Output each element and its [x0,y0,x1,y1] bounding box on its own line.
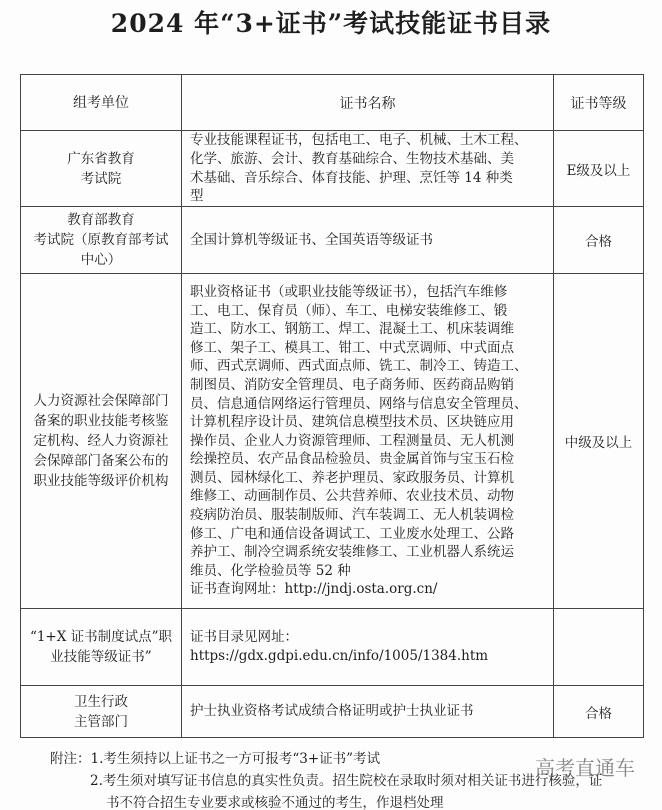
header-unit: 组考单位 [21,75,182,131]
unit-cell [21,609,182,686]
table-row [21,274,644,609]
table-row [21,207,644,274]
watermark: 高考直通车 [535,756,635,780]
cert-name-cell-line: 化学、旅游、会计、教育基础综合、生物技术基础、美 [190,150,514,167]
unit-cell-line: 职业技能等级评价机构 [33,473,169,489]
cert-name-cell-line: 绘操控员、农产品食品检验员、贵金属首饰与宝玉石检 [190,451,514,468]
footnote-2-cont: 书不符合招生专业要求或核验不通过的考生，作退档处理 [106,795,444,810]
cert-name-cell-line: 计算机程序设计员、建筑信息模型技术员、区块链应用 [190,414,514,431]
cert-name-cell-line: 造工、防水工、钢筋工、焊工、混凝土工、机床装调维 [190,321,514,338]
cert-name-cell-line: 养护工、制冷空调系统安装维修工、工业机器人系统运 [190,544,514,561]
header-cert-name: 证书名称 [182,75,554,131]
footnotes [50,748,602,810]
unit-cell-line: 考试院 [80,170,122,187]
cert-level-cell: 合格 [554,207,644,274]
unit-cell-line: 教育部教育 [67,212,135,228]
cert-name-cell-line: 专业技能课程证书，包括电工、电子、机械、土木工程、 [190,132,528,149]
table-header-row [21,75,644,131]
table-row [21,686,644,738]
unit-cell-line: 会保障部门备案公布的 [33,453,169,469]
unit-cell-line: 定机构、经人力资源社 [33,433,169,449]
table-row [21,609,644,686]
cert-level-cell [554,609,644,686]
table-row [21,131,644,207]
cert-name-cell-line: 员、信息通信网络运行管理员、网络与信息安全管理员、 [190,395,528,412]
unit-cell-line: 业技能等级证书” [50,649,152,665]
unit-cell-line: 考试院（原教育部考试 [33,232,169,248]
cert-name-cell-line: 修工、广电和通信设备调试工、工业废水处理工、公路 [190,525,514,542]
cert-name-cell-line: 证书查询网址：http://jndj.osta.org.cn/ [190,581,438,598]
footnote-2: 2.考生须对填写证书信息的真实性负责。招生院校在录取时须对相关证书进行核验，证 [90,773,603,789]
cert-name-cell-line: https://gdx.gdpi.edu.cn/info/1005/1384.htm [190,648,489,664]
unit-cell [21,274,182,609]
cert-name-cell-line: 型 [190,188,204,205]
cert-name-cell-line: 术基础、音乐综合、体育技能、护理、烹饪等 14 种类 [190,169,513,186]
cert-level-cell: 中级及以上 [554,274,644,609]
unit-cell-line: “1+X 证书制度试点”职 [29,629,173,645]
cert-name-cell-line: 全国计算机等级证书、全国英语等级证书 [190,231,433,248]
cert-name-cell [182,274,554,609]
unit-cell-line: 人力资源社会保障部门 [33,393,169,409]
cert-name-cell-line: 测员、园林绿化工、养老护理员、家政服务员、计算机 [190,469,514,486]
unit-cell [21,131,182,207]
cert-name-cell-line: 维修工、动画制作员、公共营养师、农业技术员、动物 [190,488,514,505]
cert-name-cell-line: 制图员、消防安全管理员、电子商务师、医药商品购销 [190,376,514,393]
cert-name-cell-line: 证书目录见网址： [190,629,298,646]
cert-name-cell-line: 职业资格证书（或职业技能等级证书），包括汽车维修 [190,283,508,300]
cert-name-cell [182,686,554,738]
cert-level-cell: 合格 [554,686,644,738]
cert-name-cell-line: 操作员、企业人力资源管理师、工程测量员、无人机测 [190,432,514,449]
cert-name-cell-line: 师、西式烹调师、西式面点师、铣工、制冷工、铸造工、 [190,358,528,375]
cert-name-cell-line: 修工、架子工、模具工、钳工、中式烹调师、中式面点 [190,339,514,356]
unit-cell-line: 中心） [80,252,122,268]
document-title: 2024 年“3+证书”考试技能证书目录 [110,9,552,38]
footnote-1-text: 1.考生须持以上证书之一方可报考“3+证书”考试 [90,751,381,767]
cert-name-cell-line: 疫病防治员、服装制版师、汽车装调工、无人机装调检 [190,507,514,524]
unit-cell-line: 主管部门 [74,713,128,730]
unit-cell-line: 卫生行政 [74,693,128,710]
unit-cell-line: 广东省教育 [67,150,135,167]
cert-name-cell-line: 维员、化学检验员等 52 种 [190,562,351,579]
unit-cell [21,207,182,274]
cert-name-cell-line: 工、电工、保育员（师）、车工、电梯安装维修工、锻 [190,302,508,319]
cert-name-cell [182,609,554,686]
cert-level-cell: E级及以上 [554,131,644,207]
cert-name-cell [182,207,554,274]
unit-cell [21,686,182,738]
footnote-1 [50,748,602,770]
footnote-prefix: 附注： [50,751,91,767]
header-cert-level: 证书等级 [554,75,644,131]
cert-name-cell [182,131,554,207]
cert-name-cell-line: 护士执业资格考试成绩合格证明或护士执业证书 [190,703,474,720]
certificate-table [20,74,644,738]
unit-cell-line: 备案的职业技能考核鉴 [33,413,169,429]
